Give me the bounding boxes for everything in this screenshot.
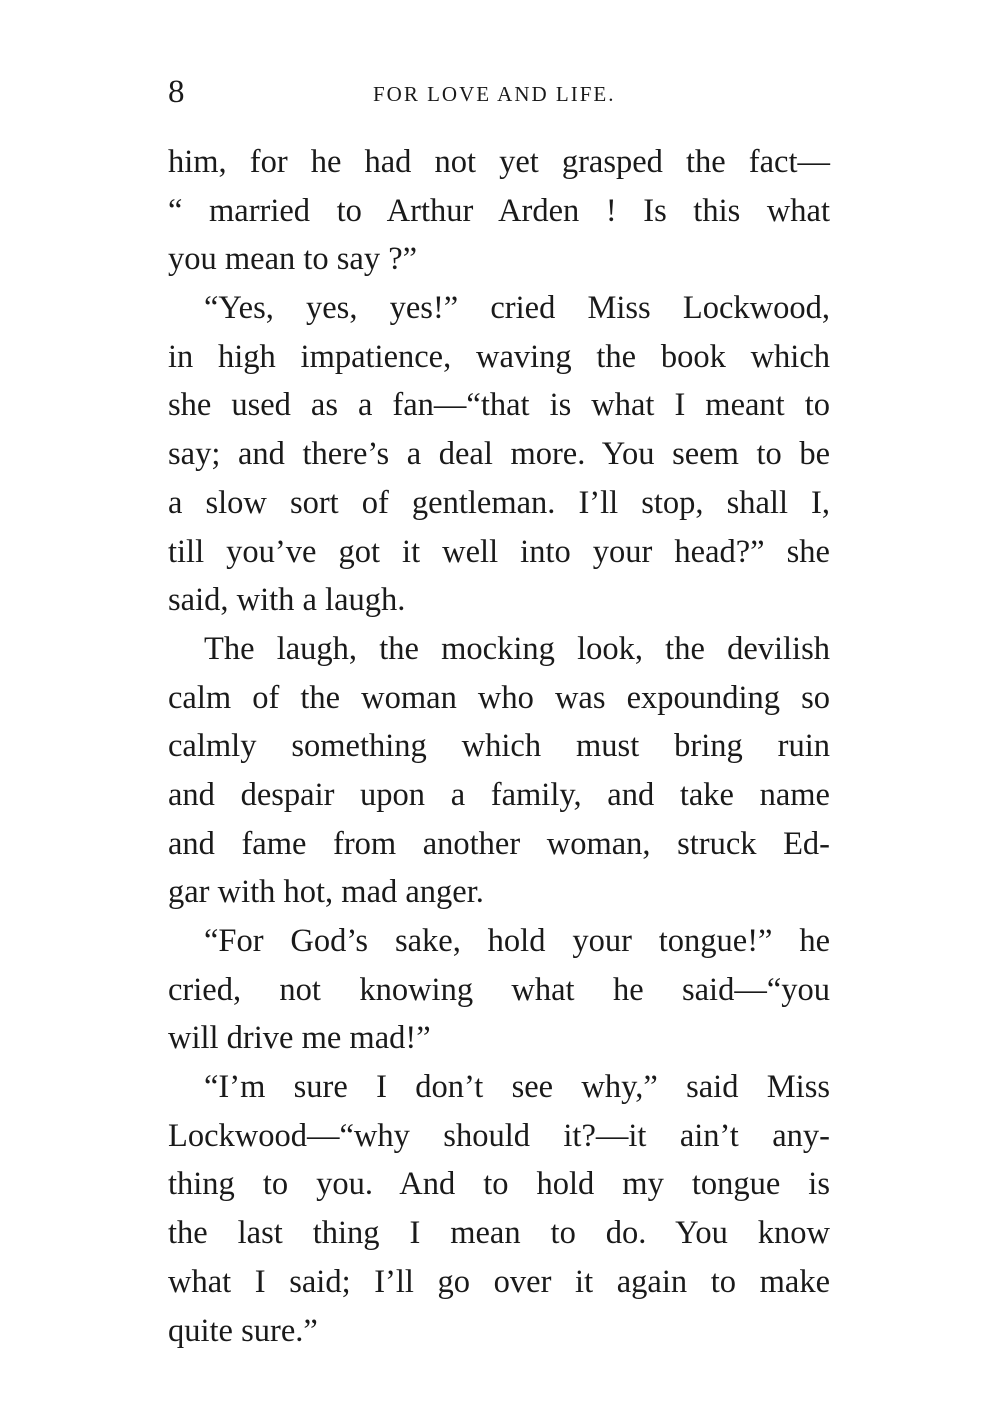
text-line: calmly something which must bring ruin (168, 728, 830, 765)
text-line: and fame from another woman, struck Ed- (168, 825, 830, 862)
text-line: Lockwood—“why should it?—it ain’t any- (168, 1117, 830, 1154)
running-header (168, 70, 832, 114)
text-line: and despair upon a family, and take name (168, 776, 830, 813)
text-line: The laugh, the mocking look, the devilish (204, 630, 830, 667)
text-line: the last thing I mean to do. You know (168, 1215, 830, 1252)
text-line: “I’m sure I don’t see why,” said Miss (204, 1069, 830, 1106)
text-line: cried, not knowing what he said—“you (168, 971, 830, 1008)
text-line: said, with a laugh. (168, 582, 406, 619)
text-line: in high impatience, waving the book which (168, 338, 830, 375)
page-number: 8 (168, 74, 185, 110)
text-line: a slow sort of gentleman. I’ll stop, shall I, (168, 484, 830, 521)
text-line: she used as a fan—“that is what I meant to (168, 387, 830, 424)
text-line: calm of the woman who was expounding so (168, 679, 830, 716)
text-line: will drive me mad!” (168, 1020, 431, 1057)
text-line: what I said; I’ll go over it again to make (168, 1263, 830, 1300)
body-text (168, 138, 830, 1355)
text-line: thing to you. And to hold my tongue is (168, 1166, 830, 1203)
text-line: gar with hot, mad anger. (168, 874, 484, 911)
text-line: till you’ve got it well into your head?” she (168, 533, 830, 570)
text-line: him, for he had not yet grasped the fact— (168, 144, 830, 180)
text-line: “ married to Arthur Arden ! Is this what (168, 192, 830, 229)
text-line: “Yes, yes, yes!” cried Miss Lockwood, (204, 290, 830, 327)
text-line: “For God’s sake, hold your tongue!” he (204, 923, 830, 959)
text-line: say; and there’s a deal more. You seem to be (168, 436, 830, 473)
text-line: you mean to say ?” (168, 241, 418, 278)
text-line: quite sure.” (168, 1312, 318, 1349)
running-title: FOR LOVE AND LIFE. (373, 82, 616, 106)
